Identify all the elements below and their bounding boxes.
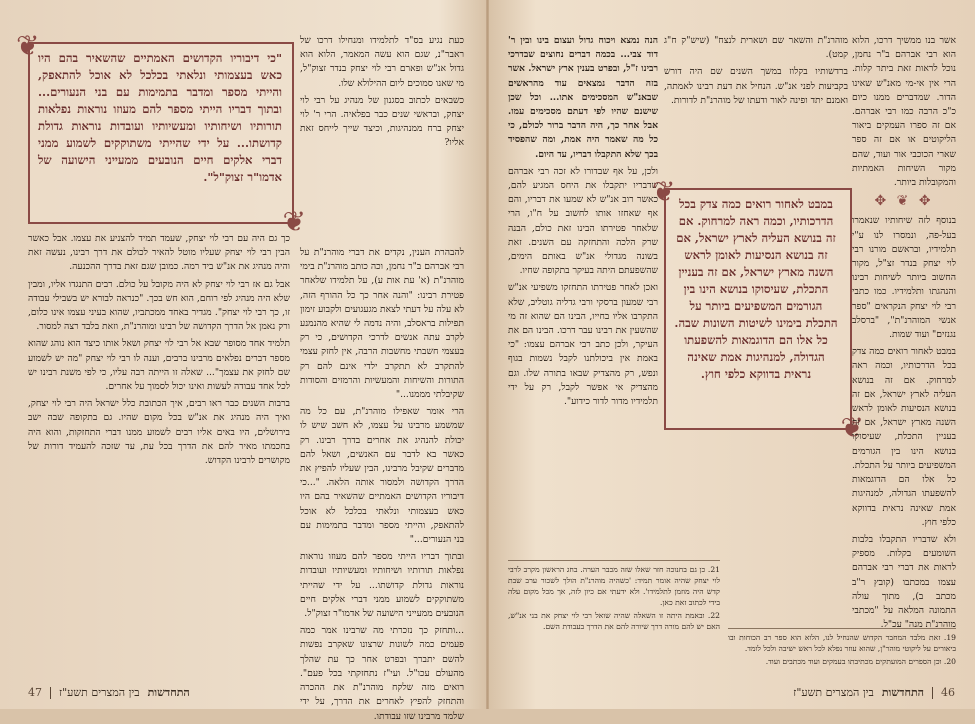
paragraph: ולכן, על אף שבדורו לא זכה רבי אברהם שדבריו יתקבלו את היחס המגיע להם, כאשר רוב אנ"ש לא שמעו את דבריו, והם אף שאחזו אותו לחשוב על ח"ו, הרי שלאחר פטירתו הבינו זאת כולם, הבנה שרק הלכה והתחזקה עם השנים. זאת בשונה מגדולי אנ"ש באותם הימים, שהשפעתם היתה בעיקר בתקופה שחיו. [508,165,658,277]
footer-magazine-name: התחדשות [881,686,924,699]
column-left [508,34,658,552]
footnote: 19. זאת מלבד המחבר הקדוש שהנחיל לנו, הלוא הוא ספר רב הכוחות ובו ביאורים על ליקוטי מוהר"ן, שהוא עוזר נפלא לכל ראש ישיבה ולכל לומד. [728,633,956,653]
paragraph: להבהרת הענין, נקדים את דברי מוהרנ"ת על רבי אברהם ב"ר נחמן, וכה כותב מוהרנ"ת בימי מוהרנ"ת (א' עת אות ע), על תלמידו שלאחר פטירת רבינו: "והנה אחר כך כל ההורף הזה, לא עלה על דעתי לצאת מגעגועים ולקבוע זימון תפילות בראסלב, והיה נדמה לי שהיא מהנמנע לקרב עתה אנשים לדרכי הקדושים, כי רק בעצמי חשבתי מחשבות הרבה, אין לחזק עצמי להתקרב לא תתקרב ילדי אינם להם רק התורות והשיחות והמעשיות והרמזים והסודות שקיבלתי מממנו..." [300,247,464,401]
footnote: 20. וכן הספרים המועתקים מכתיבתו בעמקים ועוד מכתבים ועוד. [765,657,956,666]
page-number: 46 [941,686,955,699]
footer-divider [932,687,933,699]
footnotes-right [728,628,956,676]
footnote: 22. ובאמת היתה זו השאלה שהיה שואל רבי לוי יצחק את בני אנ"ש, האם יש להם מורה דרך שיורה להם את הדרך בעבודת השם. [508,611,720,631]
paragraph: אבל גם אז רבי לוי יצחק לא היה מקובל על כולם. רבים התנגדו אליו, ומבין שלא היה מנהיג לפי רוחם, הוא חש בכך. "כנראה לבורא יש בשבילי עבודה זו, כך רבי לוי יצחק". מגדיר באחד ממכתביו, שהוא בעיני עצמו אינו כלום, ורק נאמן אל הדרך הקדושה של רבינו ומוהרנ"ת, וזאת בלבד רצה למסור. [28,278,290,333]
paragraph: בנוסף לזה שיחותיו שנאמרו בעל-פה, ונמסרו לנו ע"י תלמידיו, ובראשם מורנו רבי לוי יצחק בנדר זצ"ל, מקור החשוב ביותר לשיחות רבינו והנהגתו ותלמידיו. כמו כתבי רבי לוי יצחק הנקראים "ספר אנשי המוהרנ"ת", "ברסלב נגנזים" ועוד שמות. [852,215,956,341]
page-number: 47 [28,686,42,699]
paragraph: במבט לאחור רואים כמה צדק בכל הדרכותיו, וכמה ראה למרחוק. אם זה בנושא העליה לארץ ישראל, אם זה בנושא הנסיעות לאומן לראש השנה מארץ ישראל, אם זה בעניין התכלת, שעיסוקו בנושא הינו בין הגורמים המשפיעים ביותר על התכלת. כל אלו הם הדוגמאות להשפעתו הגדולה, למנהיגות אמת שאינה נראית בדווקא כלפי חוץ. [852,346,956,528]
page-footer [793,686,955,699]
page-footer [28,686,190,699]
paragraph: אשר בנו ממשיך דרכו, הלוא הוא רבי אברהם ב"ר נחמן, נוכל לראות זאת ביתר קלות. הרי אין אי-מי מאנ"ש שאינו הדור. שמדברים ממנו כיום כ"כ הרבה כמו רבי אברהם. אם זה ספרו העמקים ביאור הליקוטים או אם זה ספר שארי הכוכבי אור ועוד, שהם מקור השיחות האמתיות והמקובלות ביותר. [852,35,956,189]
paragraph: כך גם היה עם רבי לוי יצחק, שעמד תמיד להצניע את עצמו. אבל כאשר הבין רבי לוי יצחק שעליו מוטל להאיר לכולם את דרך רבינו, נעשה זאת והיה מנהיג את אנ"ש ביד רמה. כמובן שגם זאת בדרך ההכנעה. [28,233,290,273]
column-right [28,232,290,664]
paragraph: תלמיד אחד מסופר שבא אל רבי לוי יצחק ושאל אותו כיצד הוא נוהג שהוא מספר דברים נפלאים מרבינו ברבים, וענה לו רבי לוי יצחק "מה יש לשמוע שם לחזק את עצמך"... שאלה זו הייתה רבה עליו, כי לפי משנת רבינו יש לכל אחד עבודה לעשות ואינו יכול לסמוך על אחרים. [28,338,290,393]
ornament-corner-icon: ❦ [840,411,864,444]
footnotes-left [508,560,720,676]
page-47 [0,0,487,722]
paragraph: ואכן לאחר פטירתו התחזקו משפיעי אנ"ש רבי שמעון ברסקי ורבי גדליה גוטליב, שלא התקרבו אליו בחייו, הבינו הם שהוא זה מי שהשעין את רבינו עבר דרכו. הבינו הם את העיקר, ולכן כתב רבי אברהם עצמו: "כי באמת אין ביכולתנו לקבל נשמות בגוף ונפש, רק מהצדיק שבאו בתורה שלו. וגם מהצדיק אי אפשר לקבל, רק על ידי תלמידיו מדור לדור כידוע". [508,282,658,408]
paragraph: הנה נמצא ויכוח גדול ועצום בינו ובין ר' דוד צבי... בכמה דברים נחוצים שבדרכי רבינו ז"ל, ובפרט בענין ארץ ישראל. אשר בזה הדבר נמצאים עוד מהראשים שבאנ"ש המסכימים אתו... וכל שכן שישנם שהיו לפי דעתם מסכימים עמו. אבל אחר כך, היה הדבר ברור לכולם, כי כל מה שאמר היה אמת, ומה שהפסיד בכך שלא התקבלו דבריו, עד היום. [508,35,658,160]
footer-divider [50,687,51,699]
paragraph: מוהרנ"ת והשאר שם ושארית לנצח" (שיש"ק ח"ג קמט). [664,35,848,61]
paragraph: ובתוך דבריו הייתי מספר להם מעוזו נוראות נפלאות תורותיו ושיחותיו ומעשיותיו ועובדות נוראות גדולת קדושתו... על ידי שהייתי משתוקקים לשמוע ממני דברי אלקים חיים הנובעים ממעייני הישועה של אדמו"ר זצוק"ל. [300,551,464,620]
column-left-top [300,34,464,242]
column-right [852,34,956,631]
ornament-corner-icon: ❦ [16,29,40,62]
column-middle [664,34,848,184]
footer-issue-title: בין המצרים תשע"ז [793,686,874,699]
page-46 [488,0,975,709]
pull-quote: במבט לאחור רואים כמה צדק בכל הדרכותיו, וכמה ראה למרחוק. אם זה בנושא העליה לארץ ישראל, אם זה בנושא הנסיעות לאומן לראש השנה מארץ ישראל, אם זה בעניין התכלת, שעיסוקו בנושא הינו בין הגורמים המשפיעים ביותר על התכלת בימינו לשיטות השונות שבה. כל אלו הם הדוגמאות להשפעתו הגדולה, למנהיגות אמת שאינה נראית בדווקא כלפי חוץ. [674,197,838,381]
paragraph: ברדשותיו בקלוז במשך השנים שם היה דורש בקביעות לפני אנ"ש. הנחיל את דעת רבינו לאמתה, ואמנם יתד ופינה לאור ודעתו של מוהרנ"ת לדורות. [664,66,848,106]
footnote: 21. כן גם בחנוכה חזר שאלו שזה מכבר הערה. בחג הראשון מקרב לרבי לוי יצחק שהיה אומר תמיד: 'כשהיה מוהרנ"ת הולך לשכור ערב שבת קדש היה מוזמן לתלמידו'. ולא ידעתי אם כיון לזה, אך מכל מקום עלה בידי לכתוב זאת כאן. [508,565,720,607]
ornament-corner-icon: ❦ [282,205,306,238]
paragraph: ולא שדבריו התקבלו בלבות השומעים בקלות. מספיק לראות את דברי רבי אברהם עצמו במכתבו (קובץ ר"ב מכתב ב), מתוך עולה התמונה המלאה על "מכתבי מוהרנ"ת מנה" עכ"ל. [852,533,956,631]
paragraph: כעת נגיע בס"ד לתלמידו ומנחילו דרכו של ראבר"נ, שגם הוא עשה המאמר, הלוא הוא גדול אנ"ש ופארם רבי לוי יצחק בנדר זצוק"ל, מי שאנו סמוכים ליום ההילולא שלו. [300,35,464,89]
paragraph: ברבות השנים כבר ראו רבים, איך הכתובת כלל ישראל היה רבי לוי יצחק, ואיך היה מנהיג את אנ"ש בכל מקום שהיו. גם בתקופה שבה ישב בירושלים, היו באים אליו רבים לשמוע ממנו דברי התחזקות, והוא היה בחכמתו מאיר להם את הדרך בכל עת, עד שזכה להעמיד דורות של מקושרים לרבינו הקדוש. [28,398,290,467]
column-left-main [300,246,464,722]
paragraph: הרי אומר שאפילו מוהרנ"ת, עם כל מה שמשמע מרבינו על עצמו, לא חשב שיש לו יכולת להנהיג את אחרים בדרך רבינו. רק כאשר בא לדבר עם האנשים, ושאל להם מדברים שקיבל מרבינו, הבין שעליו להפיץ את הדרך הקדושה ולמסור אותה הלאה. "...כי דיבוריו הקדושים האמתיים שהשאיר בהם היו כאש בעצמותי ונלאתי בכלכל לא אוכל להתאפק, והייתי מספר ומדבר בתמימות עם בני הנעורים..." [300,406,464,546]
paragraph: ...ותחזק כך נזכרתי מה שרבינו אמר כמה פעמים כמה לשונות שרצונו שאקרב נפשות להשם יתברך ובפרט אחר כך עת שהלך מהעולם עכו"ל. ועי"ז נתחזקתי בכל פעם". רואים מזה שלקח מוהרנ"ת את ההכרה והתחזק להפיץ לאחרים את הדרך, על ידי שלמד מרבינו שזו עבודתו. [300,625,464,722]
pull-quote: "כי דיבוריו הקדושים האמתיים שהשאיר בהם היו כאש בעצמותי ונלאתי בכלכל לא אוכל להתאפק, והייתי מספר ומדבר בתמימות עם בני הנעורים... ובתוך דבריו הייתי מספר להם מעוזו נוראות נפלאות תורותיו ושיחותיו ומעשיותיו ועובדות נוראות גדולת קדושתו... על ידי שהייתי משתוקקים לשמוע ממני דברי אלקים חיים הנובעים ממעייני הישועה של אדמו"ר זצוק"ל". [38,51,282,184]
paragraph: כשבאים לכתוב בסגנון של מנהיג על רבי לוי יצחק, ובראשי שנים כבר בפלאיה. הרי ר' לוי יצחק ברח ממנהיגות, וכיצד שייך לייחס זאת אליו? [300,94,464,149]
ornament-corner-icon: ❦ [652,175,676,208]
footer-issue-title: בין המצרים תשע"ז [59,686,140,699]
ornament-divider-icon: ✥ ❦ ✥ [874,193,934,210]
footer-magazine-name: התחדשות [147,686,190,699]
